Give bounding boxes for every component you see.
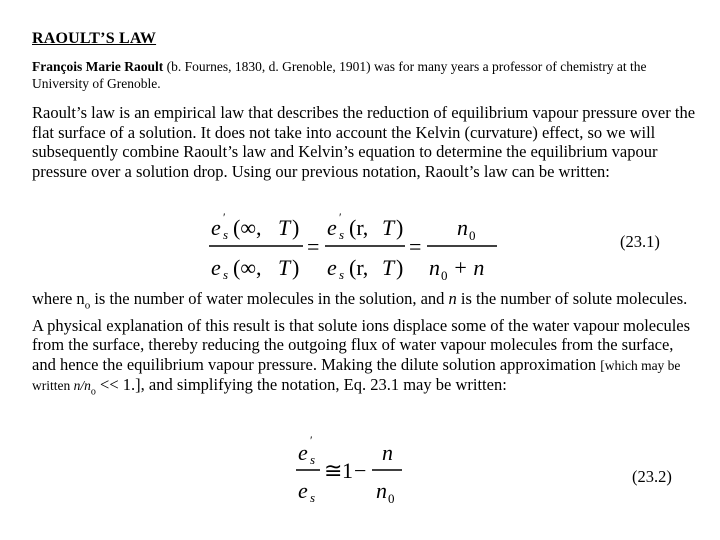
eq1-den2-close: ) <box>396 255 404 280</box>
eq2-num-s: s <box>310 452 316 467</box>
section-title: RAOULT’S LAW <box>32 30 157 47</box>
equation-number-23-1: (23.1) <box>620 232 660 251</box>
eq1-num1-prime: ′ <box>223 210 226 224</box>
eq1-num2-T: T <box>382 215 395 240</box>
p2-sub-o: o <box>84 299 91 312</box>
eq1-den3-n: n <box>429 255 440 280</box>
p2-bracket-a: [which may be written <box>32 357 681 394</box>
bio-name: François Marie Raoult <box>32 59 164 74</box>
eq1-num2-s: s <box>339 227 345 242</box>
eq2-one: 1 <box>342 458 353 483</box>
eq1-den1-e: e <box>211 255 221 280</box>
eq1-num1-s: s <box>223 227 229 242</box>
eq2-minus: − <box>354 458 367 483</box>
eq1-num3-n: n <box>457 215 468 240</box>
eq1-num2-arg: (r, <box>349 215 369 240</box>
eq1-num2-close: ) <box>396 215 404 240</box>
eq1-den3-zero: 0 <box>441 268 448 283</box>
p2-text-a: where n <box>32 289 85 308</box>
eq1-num1-e: e <box>211 215 221 240</box>
eq2-num-n: n <box>382 440 393 465</box>
eq1-num3-zero: 0 <box>469 228 476 243</box>
eq2-approx: ≅ <box>324 458 343 483</box>
eq1-den1-close: ) <box>292 255 300 280</box>
p2-ratio-sub: o <box>90 386 96 398</box>
paragraph-explanation <box>32 289 696 402</box>
eq1-den2-s: s <box>339 267 345 282</box>
p2-ratio: n/n <box>73 378 91 394</box>
p2-n-italic: n <box>448 289 457 308</box>
eq2-den-e: e <box>298 478 308 503</box>
eq1-num1-T: T <box>278 215 291 240</box>
eq1-num1-arg: (∞, <box>233 215 262 240</box>
eq1-den1-T: T <box>278 255 291 280</box>
eq1-num2-e: e <box>327 215 337 240</box>
bio-note <box>32 58 692 92</box>
eq1-den2-arg: (r, <box>349 255 369 280</box>
paragraph-raoult-intro: Raoult’s law is an empirical law that describes the reduction of equilibrium vapour pressure over the flat surface of a solution. It does not take into account the Kelvin (curvature) effect, so we will subsequently combine Raoult’s law and Kelvin’s equation to determine the equilibrium vapour pressure over a solution drop. Using our previous notation, Raoult’s law can be written: <box>32 103 696 181</box>
bio-text: (b. Fournes, 1830, d. Grenoble, 1901) was for many years a professor of chemistry at the University of Grenoble. <box>32 59 647 91</box>
eq1-den1-s: s <box>223 267 229 282</box>
eq1-den2-T: T <box>382 255 395 280</box>
equation-23-1 <box>205 205 505 285</box>
eq1-den1-arg: (∞, <box>233 255 262 280</box>
eq2-den-s: s <box>310 490 316 505</box>
eq2-num-e: e <box>298 440 308 465</box>
p2-bracket-b: << 1.], <box>95 375 145 395</box>
eq1-num1-close: ) <box>292 215 300 240</box>
eq1-den2-e: e <box>327 255 337 280</box>
equation-number-23-2: (23.2) <box>632 467 672 486</box>
eq2-den-zero: 0 <box>388 491 395 506</box>
p2-text-b: is the number of water molecules in the solution, and <box>90 289 449 308</box>
eq2-den-n: n <box>376 478 387 503</box>
equation-23-2 <box>292 428 412 508</box>
p2-text-c: is the number of solute molecules. A physical explanation of this result is that solute ions displace some of the water vapour molecules from the surface, thereby reducing the outgoing flux of water vapour molecules from the surface, and hence the equilibrium vapour pressure. Making the dilute solution approximation <box>32 289 691 374</box>
eq2-num-prime: ′ <box>310 433 313 447</box>
p2-text-d: and simplifying the notation, Eq. 23.1 may be written: <box>144 375 507 395</box>
eq1-equals-2: = <box>409 234 422 259</box>
eq1-den3-plus-n: + n <box>453 255 485 280</box>
eq1-num2-prime: ′ <box>339 210 342 224</box>
eq1-equals-1: = <box>307 234 320 259</box>
